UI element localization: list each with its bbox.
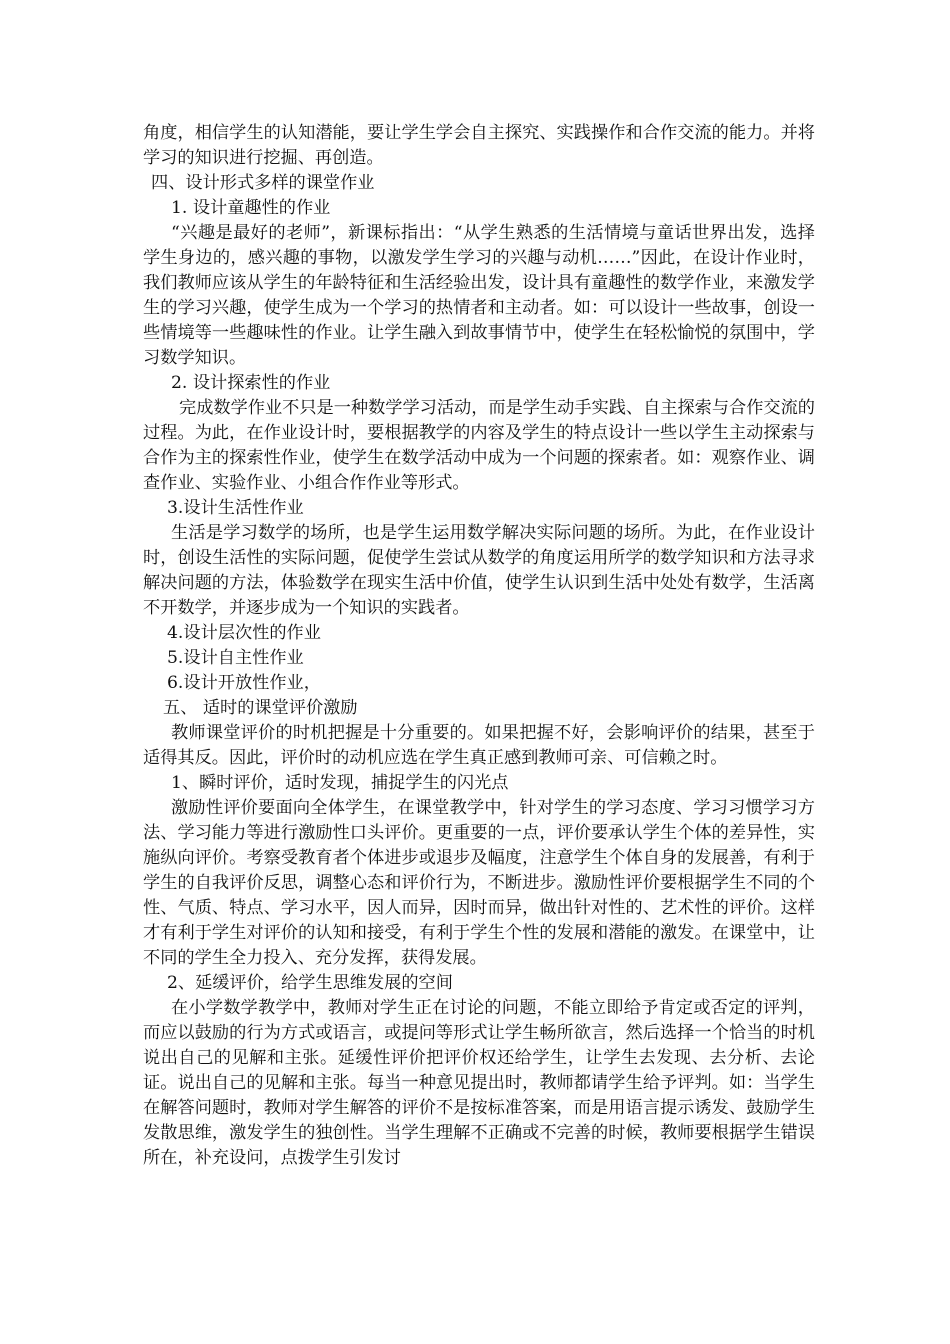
subsection-heading: 2、延缓评价，给学生思维发展的空间 [167,973,453,993]
paragraph: 激励性评价要面向全体学生，在课堂教学中，针对学生的学习态度、学习习惯学习方法、学习能力等进行激励性口头评价。更重要的一点，评价要承认学生个体的差异性，实施纵向评价。考察受教育者个体进步或退步及幅度，注意学生个体自身的发展善，有利于学生的自我评价反思，调整心态和评价行为，不断进步。激励性评价要根据学生不同的个性、气质、特点、学习水平，因人而异，因时而异，做出针对性的、艺术性的评价。这样才有利于学生对评价的认知和接受，有利于学生个性的发展和潜能的激发。在课堂中，让不同的学生全力投入、充分发挥，获得发展。 [143,798,815,968]
paragraph: 在小学数学教学中，教师对学生正在讨论的问题，不能立即给予肯定或否定的评判，而应以鼓励的行为方式或语言，或提问等形式让学生畅所欲言，然后选择一个恰当的时机说出自己的见解和主张。延缓性评价把评价权还给学生，让学生去发现、去分析、去论证。说出自己的见解和主张。每当一种意见提出时，教师都请学生给予评判。如：当学生在解答问题时，教师对学生解答的评价不是按标准答案，而是用语言提示诱发、鼓励学生发散思维，激发学生的独创性。当学生理解不正确或不完善的时候，教师要根据学生错误所在，补充设问，点拨学生引发讨 [143,998,815,1168]
section-heading: 五、 适时的课堂评价激励 [163,698,358,718]
subsection-heading: 1. 设计童趣性的作业 [171,198,331,218]
paragraph: 生活是学习数学的场所，也是学生运用数学解决实际问题的场所。为此，在作业设计时，创设生活性的实际问题，促使学生尝试从数学的角度运用所学的数学知识和方法寻求解决问题的方法，体验数学在现实生活中价值，使学生认识到生活中处处有数学，生活离不开数学，并逐步成为一个知识的实践者。 [143,523,815,618]
paragraph: 教师课堂评价的时机把握是十分重要的。如果把握不好，会影响评价的结果，甚至于适得其反。因此，评价时的动机应选在学生真正感到教师可亲、可信赖之时。 [143,723,815,768]
subsection-heading: 6.设计开放性作业， [167,673,321,693]
document-body [143,121,815,1171]
paragraph: 完成数学作业不只是一种数学学习活动，而是学生动手实践、自主探索与合作交流的过程。为此，在作业设计时，要根据教学的内容及学生的特点设计一些以学生主动探索与合作为主的探索性作业，使学生在数学活动中成为一个问题的探索者。如：观察作业、调查作业、实验作业、小组合作作业等形式。 [143,398,815,493]
subsection-heading: 1、瞬时评价，适时发现，捕捉学生的闪光点 [171,773,509,793]
paragraph: 角度，相信学生的认知潜能，要让学生学会自主探究、实践操作和合作交流的能力。并将学习的知识进行挖掘、再创造。 [143,123,815,168]
subsection-heading: 2. 设计探索性的作业 [171,373,331,393]
section-heading: 四、设计形式多样的课堂作业 [151,173,375,193]
subsection-heading: 5.设计自主性作业 [167,648,304,668]
subsection-heading: 3.设计生活性作业 [167,498,304,518]
subsection-heading: 4.设计层次性的作业 [167,623,321,643]
paragraph: “兴趣是最好的老师”，新课标指出：“从学生熟悉的生活情境与童话世界出发，选择学生身边的，感兴趣的事物，以激发学生学习的兴趣与动机……”因此，在设计作业时，我们教师应该从学生的年龄特征和生活经验出发，设计具有童趣性的数学作业，来激发学生的学习兴趣，使学生成为一个学习的热情者和主动者。如：可以设计一些故事，创设一些情境等一些趣味性的作业。让学生融入到故事情节中，使学生在轻松愉悦的氛围中，学习数学知识。 [143,223,815,368]
